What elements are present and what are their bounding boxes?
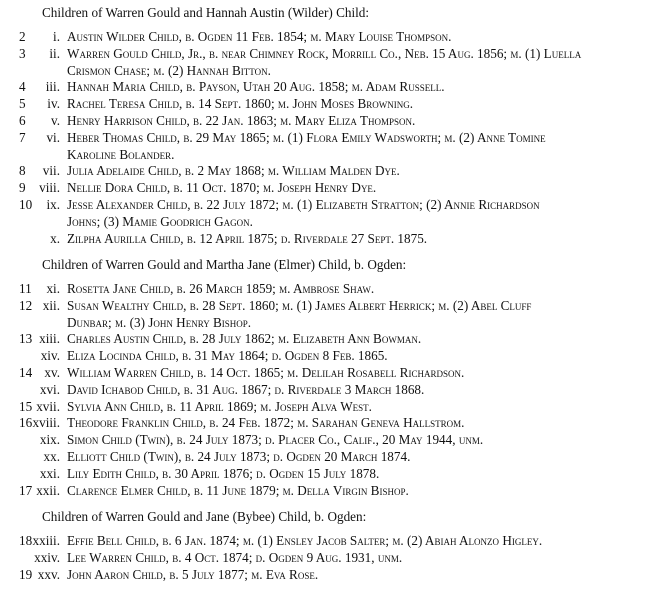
roman-numeral: ii. [49,45,60,61]
group-heading: Children of Warren Gould and Martha Jane (Elmer) Child, b. Ogden: [42,257,407,272]
entry-text-line: Simon Child (Twin), b. 24 July 1873; d. Placer Co., Calif., 20 May 1944, unm. [67,432,484,448]
child-entry [0,197,654,231]
roman-numeral: xx. [43,449,60,464]
roman-numeral: ix. [46,197,60,212]
group-heading: Children of Warren Gould and Hannah Austin (Wilder) Child: [42,5,370,20]
entry-text-line: Johns; (3) Mamie Goodrich Gagon. [67,213,253,229]
entry-text-line: Effie Bell Child, b. 6 Jan. 1874; m. (1) Ensley Jacob Salter; m. (2) Abiah Alonzo Higley. [67,533,543,548]
roman-numeral: xxiii. [32,533,60,548]
entry-text-line: William Warren Child, b. 14 Oct. 1865; m. Delilah Rosabell Richardson. [67,365,465,380]
entry-number: 5 [19,96,26,112]
entry-text-line: Eliza Locinda Child, b. 31 May 1864; d. Ogden 8 Feb. 1865. [67,348,388,364]
child-entry [0,533,654,550]
child-entry [0,331,654,348]
roman-numeral: xix. [39,432,60,448]
roman-numeral: vii. [42,163,60,179]
entry-text-line: Julia Adelaide Child, b. 2 May 1868; m. William Malden Dye. [67,163,400,179]
entry-number: 14 [19,365,33,380]
entry-text-line: Dunbar; m. (3) John Henry Bishop. [67,314,252,330]
child-entry [0,130,654,164]
entry-number: 15 [19,398,33,414]
child-entry [0,382,654,399]
entry-text-line: Crismon Chase; m. (2) Hannah Bitton. [67,62,271,78]
entry-text-line: Sylvia Ann Child, b. 11 April 1869; m. Joseph Alva West. [67,398,372,414]
entry-text-line: Heber Thomas Child, b. 29 May 1865; m. (1) Flora Emily Wadsworth; m. (2) Anne Tomine [67,129,546,145]
entry-text-line: Henry Harrison Child, b. 22 Jan. 1863; m. Mary Eliza Thompson. [67,113,416,128]
roman-numeral: xv. [44,365,60,380]
entry-text-line: Warren Gould Child, Jr., b. near Chimney Rock, Morrill Co., Neb. 15 Aug. 1856; m. (1) Luella [67,45,582,61]
entry-text-line: Susan Wealthy Child, b. 28 Sept. 1860; m. (1) James Albert Herrick; m. (2) Abel Cluff [67,297,532,313]
entry-text-line: Charles Austin Child, b. 28 July 1862; m. Elizabeth Ann Bowman. [67,331,422,347]
entry-number: 3 [19,45,26,61]
entry-text-line: Hannah Maria Child, b. Payson, Utah 20 Aug. 1858; m. Adam Russell. [67,79,445,95]
entry-number: 8 [19,163,26,179]
roman-numeral: xvii. [36,398,60,414]
child-entry [0,281,654,298]
entry-number: 7 [19,129,26,145]
child-entry [0,79,654,96]
child-entry [0,46,654,80]
child-entry [0,163,654,180]
roman-numeral: vi. [46,129,60,145]
entry-text-line: Zilpha Aurilla Child, b. 12 April 1875; d. Riverdale 27 Sept. 1875. [67,230,428,246]
roman-numeral: x. [50,230,60,246]
entry-number: 13 [19,331,33,347]
child-entry [0,298,654,332]
entry-text-line: Austin Wilder Child, b. Ogden 11 Feb. 1854; m. Mary Louise Thompson. [67,29,452,44]
child-entry [0,180,654,197]
roman-numeral: xxi. [39,465,60,481]
entry-text-line: Rachel Teresa Child, b. 14 Sept. 1860; m. John Moses Browning. [67,96,414,112]
roman-numeral: iv. [47,96,60,112]
child-entry [0,466,654,483]
child-entry [0,365,654,382]
child-entry [0,449,654,466]
roman-numeral: xvi. [39,381,60,397]
roman-numeral: xi. [46,281,60,296]
roman-numeral: xxv. [37,566,60,582]
child-entry [0,483,654,500]
child-entry [0,550,654,567]
entry-text-line: Lee Warren Child, b. 4 Oct. 1874; d. Ogden 9 Aug. 1931, unm. [67,549,403,565]
entry-number: 19 [19,566,33,582]
entry-number: 12 [19,297,33,313]
roman-numeral: i. [53,29,60,44]
child-entry [0,231,654,248]
child-entry [0,567,654,584]
entry-text-line: Lily Edith Child, b. 30 April 1876; d. Ogden 15 July 1878. [67,465,380,481]
entry-text-line: David Ichabod Child, b. 31 Aug. 1867; d. Riverdale 3 March 1868. [67,381,425,397]
group-heading: Children of Warren Gould and Jane (Bybee) Child, b. Ogden: [42,509,367,524]
entry-text-line: Theodore Franklin Child, b. 24 Feb. 1872; m. Sarahan Geneva Hallstrom. [67,415,465,431]
entry-text-line: Elliott Child (Twin), b. 24 July 1873; d. Ogden 20 March 1874. [67,449,411,464]
roman-numeral: xviii. [32,415,60,431]
child-entry [0,348,654,365]
entry-number: 18 [19,533,33,548]
entry-text-line: Jesse Alexander Child, b. 22 July 1872; m. (1) Elizabeth Stratton; (2) Annie Richardson [67,197,540,212]
entry-text-line: John Aaron Child, b. 5 July 1877; m. Eva Rose. [67,566,319,582]
entry-text-line: Rosetta Jane Child, b. 26 March 1859; m. Ambrose Shaw. [67,281,375,296]
roman-numeral: xii. [42,297,60,313]
entry-number: 2 [19,29,26,44]
entry-number: 6 [19,113,26,128]
entry-number: 11 [19,281,32,296]
entry-text-line: Clarence Elmer Child, b. 11 June 1879; m. Della Virgin Bishop. [67,482,409,498]
child-entry [0,29,654,46]
roman-numeral: xxiv. [34,549,60,565]
entry-number: 9 [19,180,26,196]
entry-text-line: Karoline Bolander. [67,146,175,162]
entry-number: 10 [19,197,33,212]
entry-text-line: Nellie Dora Child, b. 11 Oct. 1870; m. Joseph Henry Dye. [67,180,377,196]
roman-numeral: xiii. [39,331,60,347]
child-entry [0,432,654,449]
roman-numeral: viii. [39,180,60,196]
child-entry [0,96,654,113]
entry-number: 4 [19,79,26,95]
child-entry [0,113,654,130]
roman-numeral: iii. [45,79,60,95]
entry-number: 16 [19,415,33,431]
roman-numeral: v. [50,113,60,128]
child-entry [0,415,654,432]
roman-numeral: xxii. [36,482,60,498]
roman-numeral: xiv. [40,348,60,364]
entry-number: 17 [19,482,33,498]
child-entry [0,399,654,416]
